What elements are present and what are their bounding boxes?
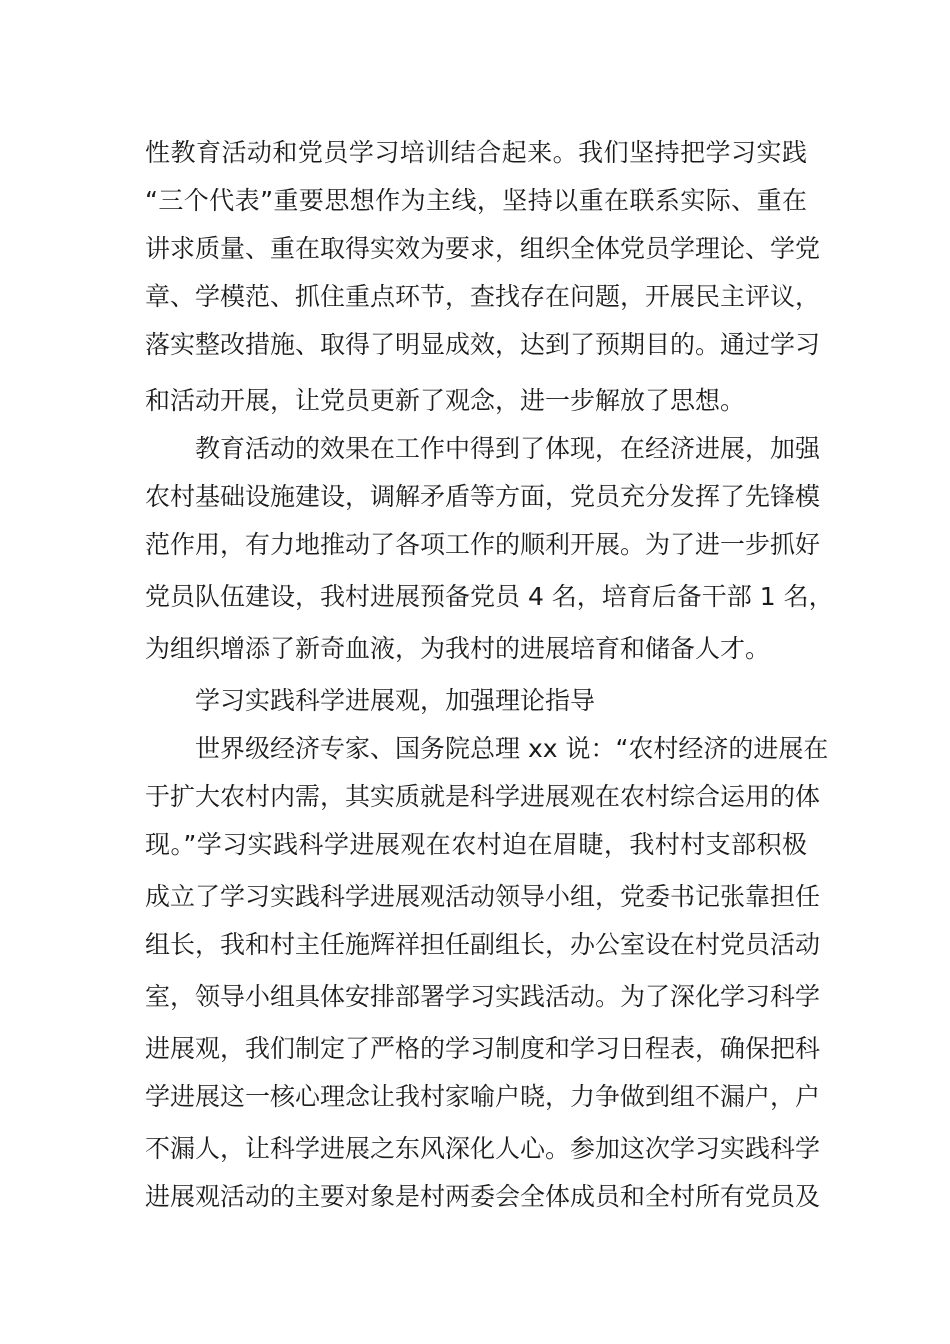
text-line: “三个代表”重要思想作为主线，坚持以重在联系实际、重在 bbox=[145, 186, 807, 215]
text-line: 和活动开展，让党员更新了观念，进一步解放了思想。 bbox=[145, 386, 746, 415]
text-line: 成立了学习实践科学进展观活动领导小组，党委书记张靠担任 bbox=[145, 882, 821, 911]
text-line: 性教育活动和党员学习培训结合起来。我们坚持把学习实践 bbox=[145, 138, 807, 167]
text-line: 落实整改措施、取得了明显成效，达到了预期目的。通过学习 bbox=[145, 330, 821, 359]
text-line: 学进展这一核心理念让我村家喻户晓，力争做到组不漏户，户 bbox=[145, 1082, 821, 1111]
text-line: 章、学模范、抓住重点环节，查找存在问题，开展民主评议， bbox=[145, 282, 821, 311]
text-line: 现。”学习实践科学进展观在农村迫在眉睫，我村村支部积极 bbox=[145, 830, 807, 859]
paragraph-first-line: 世界级经济专家、国务院总理 xx 说：“农村经济的进展在 bbox=[195, 734, 829, 763]
text-line: 讲求质量、重在取得实效为要求，组织全体党员学理论、学党 bbox=[145, 234, 821, 263]
text-line: 党员队伍建设，我村进展预备党员 4 名，培育后备干部 1 名， bbox=[145, 582, 834, 611]
paragraph-first-line: 教育活动的效果在工作中得到了体现，在经济进展，加强 bbox=[195, 434, 821, 463]
text-line: 范作用，有力地推动了各项工作的顺利开展。为了进一步抓好 bbox=[145, 530, 821, 559]
text-line: 组长，我和村主任施辉祥担任副组长，办公室设在村党员活动 bbox=[145, 930, 821, 959]
text-line: 不漏人，让科学进展之东风深化人心。参加这次学习实践科学 bbox=[145, 1134, 821, 1163]
text-line: 为组织增添了新奇血液，为我村的进展培育和储备人才。 bbox=[145, 634, 771, 663]
text-line: 室，领导小组具体安排部署学习实践活动。为了深化学习科学 bbox=[145, 982, 821, 1011]
text-line: 农村基础设施建设，调解矛盾等方面，党员充分发挥了先锋模 bbox=[145, 482, 821, 511]
text-line: 于扩大农村内需，其实质就是科学进展观在农村综合运用的体 bbox=[145, 782, 821, 811]
text-line: 进展观，我们制定了严格的学习制度和学习日程表，确保把科 bbox=[145, 1034, 821, 1063]
text-line: 进展观活动的主要对象是村两委会全体成员和全村所有党员及 bbox=[145, 1182, 821, 1211]
section-heading: 学习实践科学进展观，加强理论指导 bbox=[195, 686, 596, 715]
